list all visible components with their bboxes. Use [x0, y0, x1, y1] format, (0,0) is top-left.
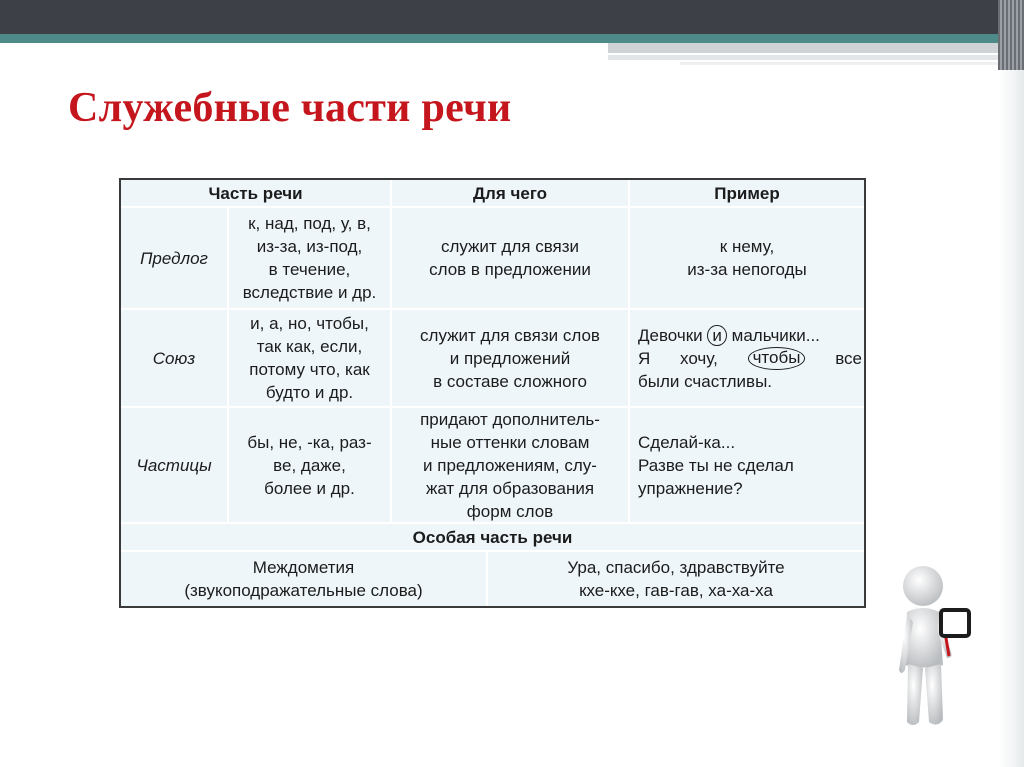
- top-dark-band: [0, 0, 1024, 34]
- row-particles-example: Сделай-ка... Разве ты не сделал упражнение?: [630, 408, 864, 522]
- row-preposition-words: к, над, под, у, в, из-за, из-под, в течение, вследствие и др.: [229, 208, 390, 308]
- top-gray-band-2: [608, 55, 1024, 60]
- example-line-3: были счастливы.: [638, 371, 773, 391]
- person-figure-icon: [893, 560, 983, 735]
- example-line-1: Девочки и мальчики...: [638, 325, 820, 345]
- circled-conjunction-i: и: [707, 325, 727, 346]
- parts-of-speech-table: [119, 178, 866, 608]
- row-preposition-purpose: служит для связи слов в предложении: [392, 208, 628, 308]
- interjections-example: Ура, спасибо, здравствуйте кхе-кхе, гав-гав, ха-ха-ха: [488, 552, 864, 606]
- row-conjunction-part: Союз: [121, 310, 227, 406]
- row-particles-part: Частицы: [121, 408, 227, 522]
- row-conjunction-example: [630, 310, 864, 406]
- header-part: Часть речи: [121, 180, 390, 206]
- right-edge-decoration: [998, 0, 1024, 767]
- row-preposition-part: Предлог: [121, 208, 227, 308]
- row-particles-words: бы, не, -ка, раз- ве, даже, более и др.: [229, 408, 390, 522]
- row-conjunction-words: и, а, но, чтобы, так как, если, потому что, как будто и др.: [229, 310, 390, 406]
- top-gray-band: [608, 43, 1024, 53]
- row-conjunction-purpose: служит для связи слов и предложений в составе сложного: [392, 310, 628, 406]
- row-preposition-example: к нему, из-за непогоды: [630, 208, 864, 308]
- row-particles-purpose: придают дополнитель- ные оттенки словам и предложениям, слу- жат для образования форм слов: [392, 408, 628, 522]
- top-teal-band: [0, 34, 1024, 43]
- right-edge-stripes: [998, 0, 1024, 70]
- top-gray-band-3: [680, 62, 1024, 65]
- header-purpose: Для чего: [392, 180, 628, 206]
- slide-title: Служебные части речи: [68, 85, 512, 131]
- special-part-header: Особая часть речи: [121, 524, 864, 550]
- example-line-2: Я хочу, чтобы все: [638, 347, 862, 368]
- circled-conjunction-chtoby: чтобы: [748, 347, 806, 370]
- header-example: Пример: [630, 180, 864, 206]
- interjections-name: Междометия (звукоподражательные слова): [121, 552, 486, 606]
